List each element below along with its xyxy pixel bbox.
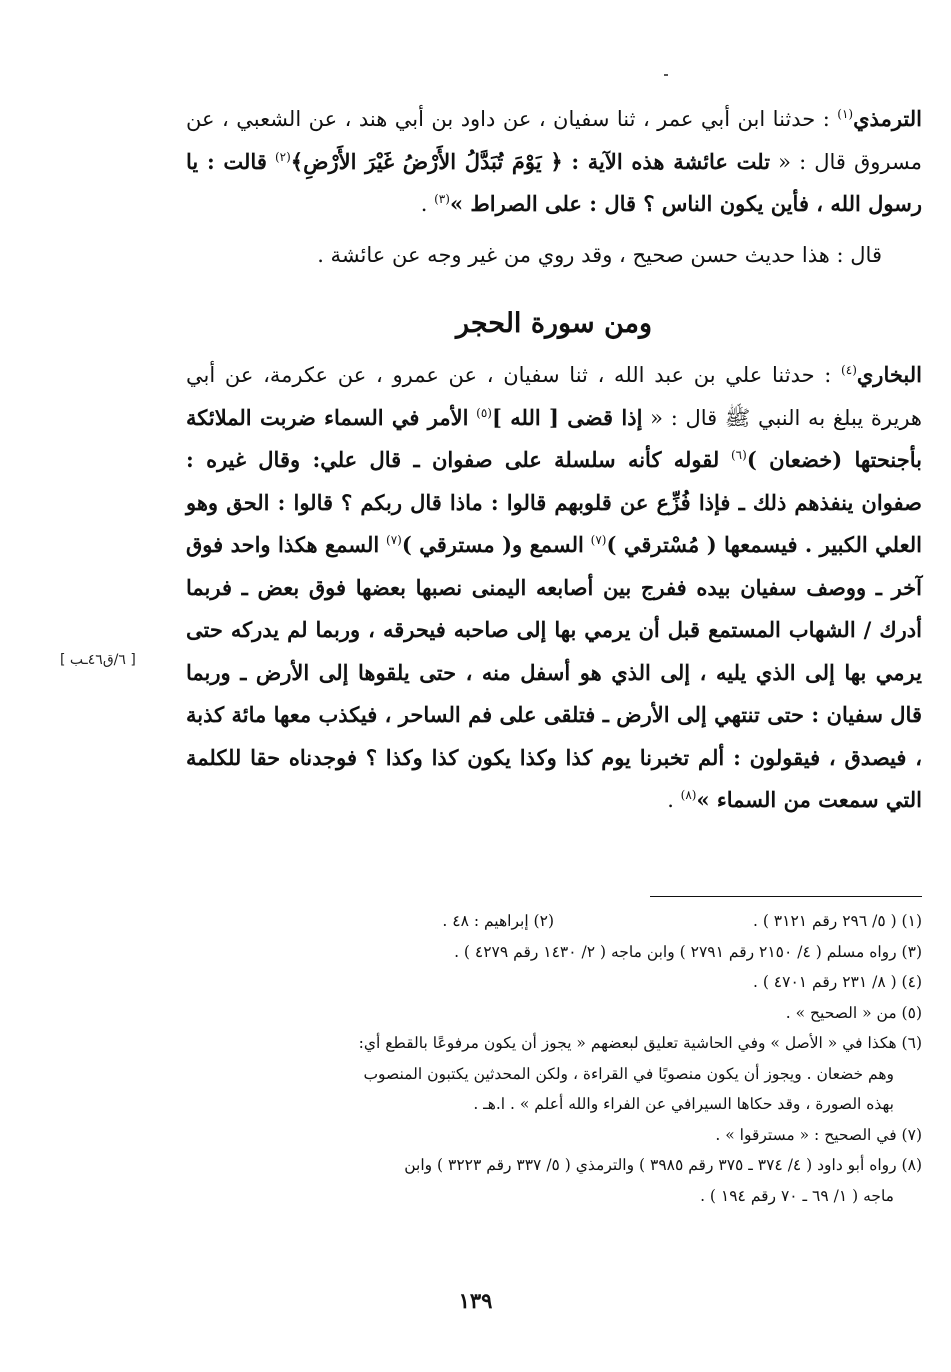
footnotes (186, 906, 922, 1211)
footnote-ref: (١) (837, 107, 854, 121)
footnote-8: (٨) رواه أبو داود ( ٤/ ٣٧٤ ـ ٣٧٥ رقم ٣٩٨٥ ) والترمذي ( ٥/ ٣٣٧ رقم ٣٢٢٣ ) وابن (404, 1156, 922, 1174)
source-marker: الترمذي (853, 106, 922, 131)
hadith-text: قالت : يا رسول الله ، فأين يكون الناس ؟ قال : على الصراط » (186, 148, 922, 216)
footnote-ref: (٨) (680, 788, 697, 802)
paragraph-bukhari (186, 354, 922, 822)
page-number: ١٣٩ (458, 1288, 493, 1313)
manuscript-folio-note: [ ٦/ق٤٦ـب ] (60, 652, 136, 668)
footnote-5: (٥) من « الصحيح » . (785, 1003, 922, 1022)
footnote-ref: (٧) (386, 533, 402, 547)
isnad-text: : حدثنا علي بن عبد الله ، ثنا سفيان ، عن عمرو ، عن عكرمة، عن أبي هريرة يبلغ به النبي ﷺ قال : « (186, 363, 922, 430)
print-speck (664, 74, 668, 76)
footnote-ref: (٤) (841, 363, 857, 377)
sentence-end: . (420, 192, 428, 216)
footnote-ref: (٧) (590, 533, 607, 547)
footnote-7: (٧) في الصحيح : « مسترقوا » . (715, 1125, 922, 1144)
paragraph-grading: قال : هذا حديث حسن صحيح ، وقد روي من غير وجه عن عائشة . (317, 242, 882, 267)
hadith-text: إذا قضى [ الله ] (491, 404, 643, 430)
hadith-text: السمع هكذا واحد فوق آخر ـ ووصف سفيان بيده ففرج بين أصابعه اليمنى نصبها بعضها فوق بعض ـ فربما أدرك / الشهاب المستمع قبل أن يرمي بها إلى صاحبه فيحرقه ، وربما لم يدركه حتى يرمي بها إلى الذي يليه ، إلى الذي هو أسفل منه ، حتى يلقوها إلى الأرض ـ وربما قال سفيان : حتى تنتهي إلى الأرض ـ فتلقى على فم الساحر ، فيكذب معها مائة كذبة ، فيصدق ، فيقولون : ألم تخبرنا يوم كذا وكذا يكون كذا وكذا ؟ فوجدناه حقا للكلمة التي سمعت من السماء » (186, 532, 922, 812)
footnote-6-continued: وهم خضعان . ويجوز أن يكون منصوبًا في القراءة ، ولكن المحدثين يكتبون المنصوب (363, 1064, 894, 1083)
footnote-row (186, 906, 922, 937)
sentence-end: . (667, 788, 674, 812)
paragraph-tirmidhi (186, 98, 922, 226)
footnote-ref: (٦) (730, 448, 747, 462)
isnad-text: : حدثنا ابن أبي عمر ، ثنا سفيان ، عن داود بن أبي هند ، عن الشعبي ، عن مسروق قال : « (186, 107, 922, 174)
footnote-6-continued: بهذه الصورة ، وقد حكاها السيرافي عن الفراء والله أعلم » . ا.هـ . (473, 1095, 894, 1113)
main-text (186, 98, 922, 822)
source-marker: البخاري (856, 362, 922, 387)
footnote-ref: (٢) (274, 149, 291, 164)
footnote-6: (٦) هكذا في « الأصل » وفي الحاشية تعليق لبعضهم « يجوز أن يكون مرفوعًا بالقطع أي: (358, 1034, 922, 1052)
hadith-text: تلت عائشة هذه الآية : ﴿ يَوْمَ تُبَدَّلُ الأَرْضُ غَيْرَ الأَرْضِ﴾ (290, 148, 771, 174)
footnote-ref: (٣) (434, 192, 450, 206)
footnote-2: (٢) إبراهيم : ٤٨ . (442, 912, 554, 930)
hadith-text: لقوله كأنه سلسلة على صفوان ـ قال علي: وقال غيره : صفوان ينفذهم ذلك ـ فإذا فُزِّع عن قلوبهم قالوا : ماذا قال ربكم ؟ قالوا : الحق وهو العلي الكبير . فيسمعها ( مُسْترقي ) (186, 447, 922, 557)
footnote-separator (650, 896, 922, 897)
footnote-8-continued: ماجه ( ١/ ٦٩ ـ ٧٠ رقم ١٩٤ ) . (700, 1186, 894, 1205)
hadith-text: الأمر في السماء ضربت الملائكة بأجنحتها (خضعان ) (186, 404, 922, 472)
chapter-heading: ومن سورة الحجر (455, 308, 653, 339)
hadith-text: السمع و( مسترقي ) (401, 532, 584, 557)
footnote-3: (٣) رواه مسلم ( ٤/ ٢١٥٠ رقم ٢٧٩١ ) وابن ماجه ( ٢/ ١٤٣٠ رقم ٤٢٧٩ ) . (454, 942, 922, 961)
footnote-1: (١) ( ٥/ ٢٩٦ رقم ٣١٢١ ) . (752, 912, 922, 930)
footnote-4: (٤) ( ٨/ ٢٣١ رقم ٤٧٠١ ) . (752, 973, 922, 991)
footnote-ref: (٥) (476, 405, 492, 420)
